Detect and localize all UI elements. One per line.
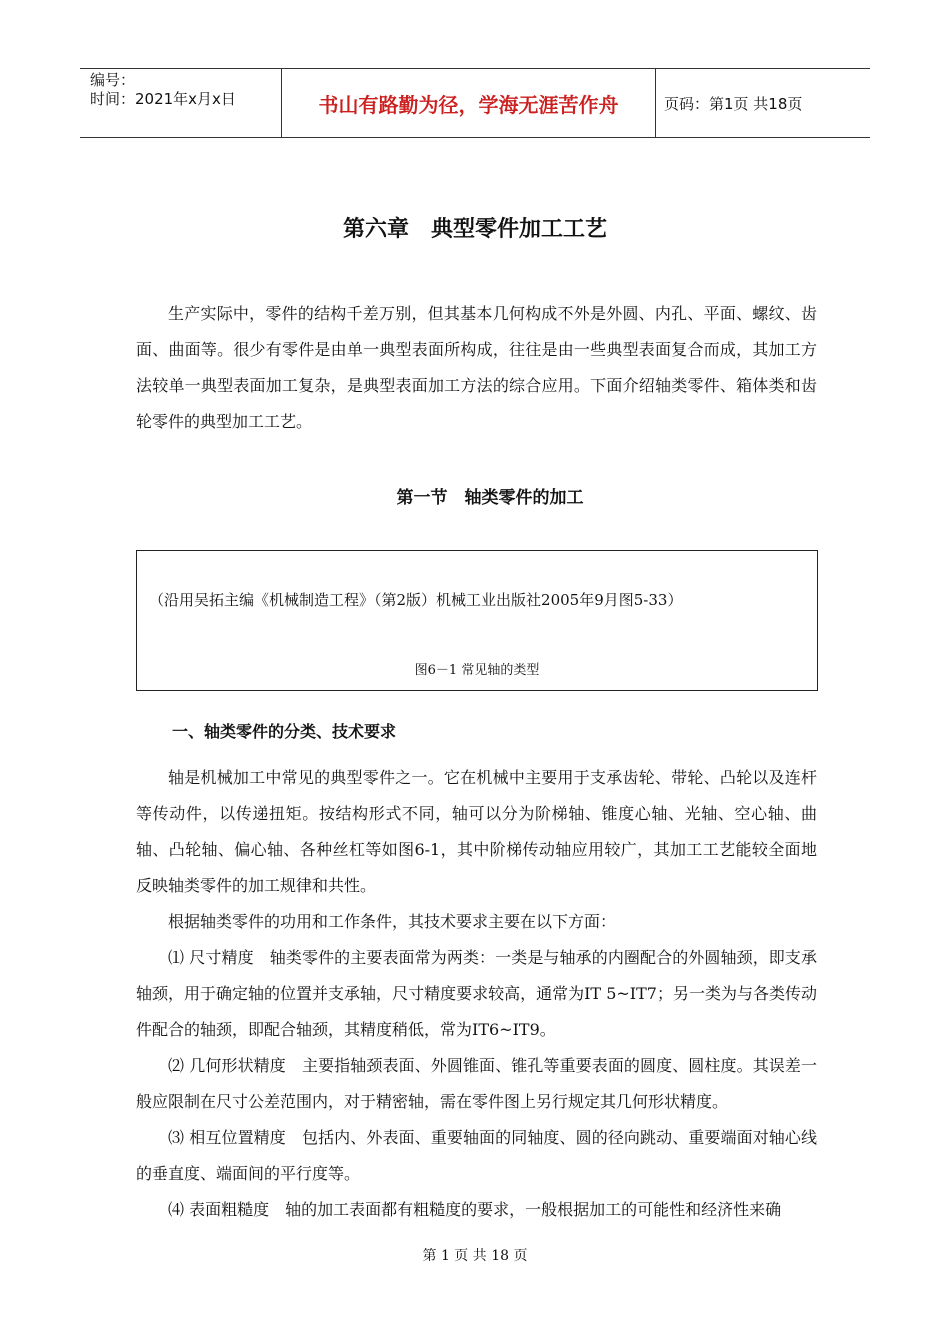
intro-paragraph: 生产实际中，零件的结构千差万别，但其基本几何构成不外是外圆、内孔、平面、螺纹、齿面、曲面等。很少有零件是由单一典型表面所构成，往往是由一些典型表面复合而成，其加工方法较单一典型表面加工复杂，是典型表面加工方法的综合应用。下面介绍轴类零件、箱体类和齿轮零件的典型加工工艺。 [136,304,817,431]
section-title: 第一节 轴类零件的加工 [396,488,584,508]
subheading: 一、轴类零件的分类、技术要求 [172,722,397,741]
chapter-title: 第六章 典型零件加工工艺 [342,217,607,242]
document-number-label: 编号： [90,71,136,89]
body-paragraph: ⑴ 尺寸精度 轴类零件的主要表面常为两类：一类是与轴承的内圈配合的外圆轴颈，即支承轴颈，用于确定轴的位置并支承轴，尺寸精度要求较高，通常为IT 5~IT7；另一类为与各类传动件配合的轴颈，即配合轴颈，其精度稍低，常为IT6~IT9。 [136,948,817,1039]
figure-placeholder [136,550,818,691]
page-header [80,68,870,138]
body-paragraph: 根据轴类零件的功用和工作条件，其技术要求主要在以下方面： [168,912,617,931]
header-meta [80,69,290,139]
body-paragraph: 轴是机械加工中常见的典型零件之一。它在机械中主要用于支承齿轮、带轮、凸轮以及连杆等传动件，以传递扭矩。按结构形式不同，轴可以分为阶梯轴、锥度心轴、光轴、空心轴、曲轴、凸轮轴、偏心轴、各种丝杠等如图6-1，其中阶梯传动轴应用较广，其加工工艺能较全面地反映轴类零件的加工规律和共性。 [136,768,817,895]
figure-caption: 图6－1 常见轴的类型 [414,663,540,678]
body-paragraph: ⑷ 表面粗糙度 轴的加工表面都有粗糙度的要求，一般根据加工的可能性和经济性来确 [168,1200,782,1219]
header-motto: 书山有路勤为径，学海无涯苦作舟 [318,92,619,117]
body-paragraph: ⑵ 几何形状精度 主要指轴颈表面、外圆锥面、锥孔等重要表面的圆度、圆柱度。其误差一般应限制在尺寸公差范围内，对于精密轴，需在零件图上另行规定其几何形状精度。 [136,1056,817,1111]
header-page-info: 页码：第1页 共18页 [664,94,803,113]
figure-source-note: （沿用吴拓主编《机械制造工程》（第2版）机械工业出版社2005年9月图5-33） [149,591,683,609]
header-motto-cell [281,69,656,137]
document-date: 时间：2021年x月x日 [90,90,236,108]
page-footer: 第 1 页 共 18 页 [422,1248,528,1264]
body-paragraph: ⑶ 相互位置精度 包括内、外表面、重要轴面的同轴度、圆的径向跳动、重要端面对轴心线的垂直度、端面间的平行度等。 [136,1128,817,1183]
